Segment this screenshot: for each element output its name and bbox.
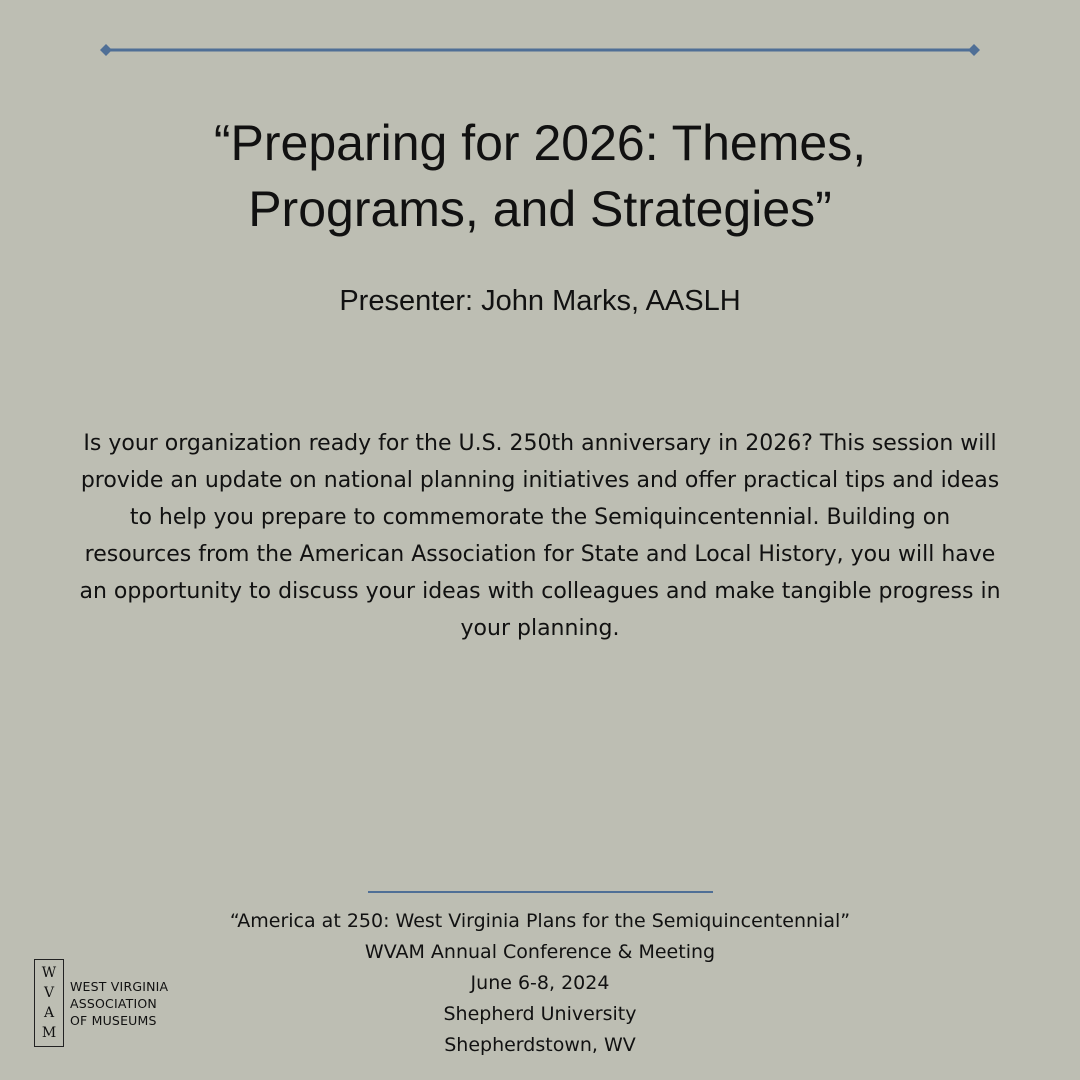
- logo-text-line: OF MUSEUMS: [70, 1012, 157, 1028]
- conference-info: [140, 906, 940, 1061]
- presenter-line: Presenter: John Marks, AASLH: [339, 285, 741, 317]
- conference-theme: “America at 250: West Virginia Plans for the Semiquincentennial”: [229, 910, 851, 932]
- logo-text-line: ASSOCIATION: [70, 995, 157, 1011]
- wvam-logo-mark: [34, 959, 64, 1047]
- footer-divider: [368, 891, 713, 893]
- session-title-line-2: Programs, and Strategies”: [248, 181, 832, 237]
- event-dates: June 6-8, 2024: [470, 972, 610, 994]
- session-description: Is your organization ready for the U.S. 250th anniversary in 2026? This session will provide an update on national planning initiatives and offer practical tips and ideas to help you prepare to commemorate the Semiquincentennial. Building on resources from the American Association for State and Local History, you will have an opportunity to discuss your ideas with colleagues and make tangible progress in your planning.: [79, 431, 1001, 641]
- event-venue: Shepherd University: [443, 1003, 637, 1025]
- event-city: Shepherdstown, WV: [444, 1034, 636, 1056]
- wvam-logo-wordmark: [70, 959, 168, 1047]
- divider-diamond-right: [968, 44, 980, 56]
- session-title: [40, 110, 1040, 242]
- wvam-logo: [34, 959, 168, 1047]
- session-title-line-1: “Preparing for 2026: Themes,: [213, 115, 867, 171]
- logo-text-line: WEST VIRGINIA: [70, 978, 169, 994]
- event-name: WVAM Annual Conference & Meeting: [364, 941, 716, 963]
- top-divider: [100, 42, 980, 58]
- logo-letter: W: [41, 965, 57, 981]
- logo-letter: V: [43, 985, 55, 1001]
- logo-letter: M: [41, 1025, 57, 1041]
- logo-letter: A: [43, 1005, 55, 1021]
- divider-diamond-left: [100, 44, 112, 56]
